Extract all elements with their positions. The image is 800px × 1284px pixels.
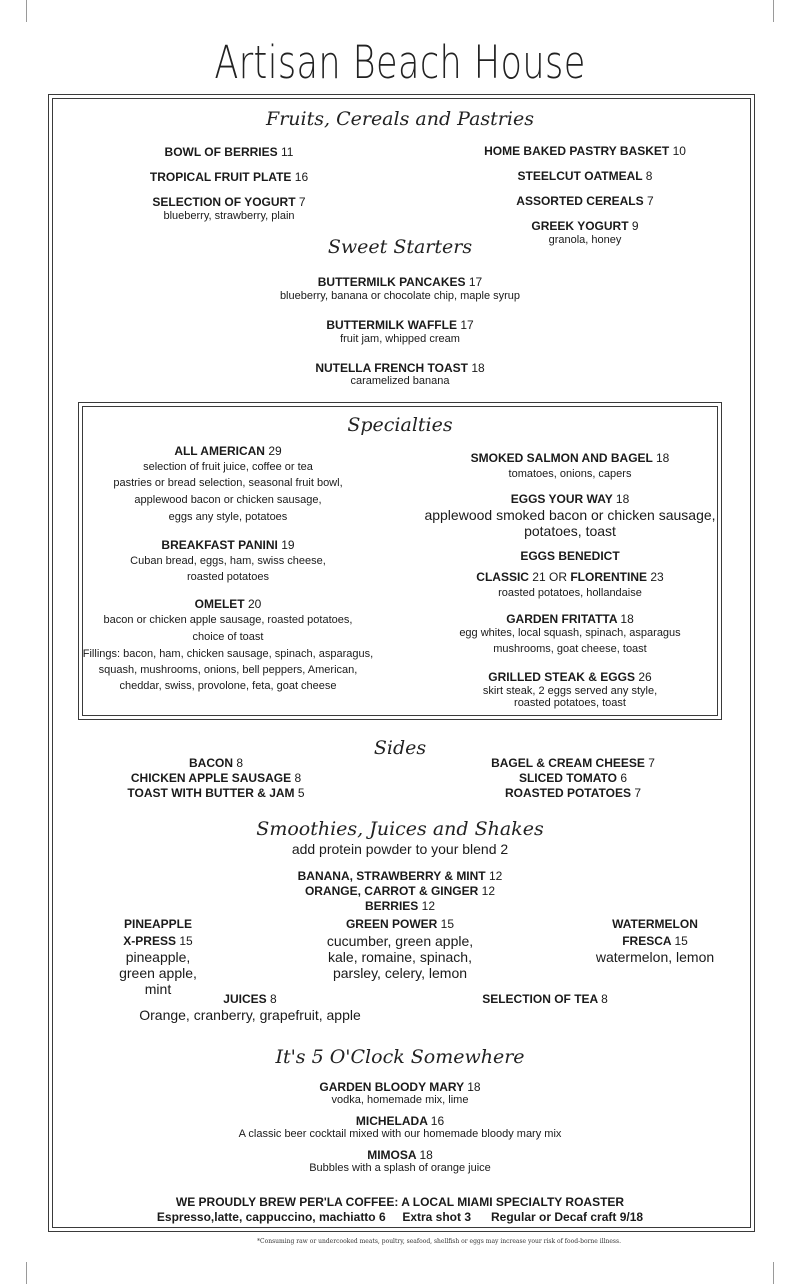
item-description: Cuban bread, eggs, ham, swiss cheese,	[130, 555, 326, 567]
crop-mark	[26, 1262, 27, 1284]
menu-item: ALL AMERICAN 29	[174, 444, 282, 458]
menu-item: NUTELLA FRENCH TOAST 18	[315, 361, 485, 375]
item-description: Orange, cranberry, grapefruit, apple	[139, 1007, 361, 1023]
item-description: mushrooms, goat cheese, toast	[493, 643, 647, 655]
menu-item: FRESCA 15	[622, 934, 688, 948]
menu-item: SLICED TOMATO 6	[518, 771, 628, 785]
item-description: granola, honey	[548, 234, 622, 246]
menu-item: ROASTED POTATOES 7	[504, 786, 642, 800]
sweet-starters-list	[200, 275, 600, 387]
item-description: selection of fruit juice, coffee or tea	[143, 461, 313, 473]
menu-item: BACON 8	[188, 756, 244, 770]
item-description: mint	[144, 981, 172, 997]
specialties-heading: Specialties	[347, 414, 453, 436]
menu-item: BUTTERMILK WAFFLE 17	[326, 318, 474, 332]
menu-item: STEELCUT OATMEAL 8	[517, 169, 653, 183]
menu-item: MICHELADA 16	[355, 1114, 445, 1128]
item-description: tomatoes, onions, capers	[508, 468, 632, 480]
item-description: bacon or chicken apple sausage, roasted potatoes,	[103, 614, 353, 626]
smoothies-heading: Smoothies, Juices and Shakes	[256, 818, 544, 840]
item-description: potatoes, toast	[524, 523, 616, 539]
item-description: squash, mushrooms, onions, bell peppers, American,	[98, 664, 358, 676]
restaurant-title: Artisan Beach House	[214, 36, 586, 89]
item-description: eggs any style, potatoes	[168, 511, 288, 523]
menu-item: TROPICAL FRUIT PLATE 16	[149, 170, 309, 184]
crop-mark	[26, 0, 27, 22]
menu-item: BAGEL & CREAM CHEESE 7	[491, 756, 655, 770]
menu-item: EGGS YOUR WAY 18	[510, 492, 630, 506]
smoothies-subheading: add protein powder to your blend 2	[291, 841, 509, 857]
crop-mark	[773, 1262, 774, 1284]
item-description: roasted potatoes	[187, 571, 269, 583]
menu-item: CLASSIC 21 OR FLORENTINE 23	[476, 570, 664, 584]
item-description: parsley, celery, lemon	[332, 965, 468, 981]
menu-item: SELECTION OF TEA 8	[482, 992, 608, 1006]
item-description: vodka, homemade mix, lime	[331, 1094, 469, 1106]
specialties-left-column	[80, 444, 376, 694]
menu-item: GREEK YOGURT 9	[531, 219, 639, 233]
menu-item: SMOKED SALMON AND BAGEL 18	[470, 451, 670, 465]
specialties-right-column	[420, 451, 720, 709]
pineapple-xpress	[100, 916, 216, 997]
sweet-starters-heading: Sweet Starters	[327, 236, 473, 258]
sides-left-column	[116, 756, 316, 801]
cocktails-heading: It's 5 O'Clock Somewhere	[275, 1046, 525, 1068]
item-description: blueberry, banana or chocolate chip, maple syrup	[279, 290, 521, 302]
item-description: cucumber, green apple,	[326, 933, 474, 949]
coffee-line-1: WE PROUDLY BREW PER'LA COFFEE: A LOCAL MIAMI SPECIALTY ROASTER	[175, 1195, 625, 1209]
sides-heading: Sides	[373, 737, 427, 759]
coffee-line-2: Espresso,latte, cappuccino, machiatto 6 Extra shot 3 Regular or Decaf craft 9/18	[156, 1210, 644, 1224]
item-description: Bubbles with a splash of orange juice	[309, 1162, 491, 1174]
menu-item: HOME BAKED PASTRY BASKET 10	[484, 144, 686, 158]
item-description: cheddar, swiss, provolone, feta, goat cheese	[119, 680, 337, 692]
menu-item: TOAST WITH BUTTER & JAM 5	[127, 786, 305, 800]
green-power	[300, 916, 500, 981]
item-description: green apple,	[119, 965, 197, 981]
selection-of-tea	[460, 992, 630, 1007]
menu-item: JUICES 8	[223, 992, 277, 1006]
fruits-right-column	[475, 144, 695, 246]
item-description: blueberry, strawberry, plain	[163, 210, 295, 222]
item-description: A classic beer cocktail mixed with our homemade bloody mary mix	[238, 1128, 562, 1140]
food-safety-footnote: *Consuming raw or undercooked meats, poultry, seafood, shellfish or eggs may increase your risk of food-borne illness.	[257, 1238, 621, 1245]
sides-right-column	[473, 756, 673, 801]
item-description: egg whites, local squash, spinach, asparagus	[459, 627, 681, 639]
menu-item: X-PRESS 15	[123, 934, 193, 948]
menu-item: PINEAPPLE	[123, 917, 192, 931]
menu-item: BANANA, STRAWBERRY & MINT 12	[297, 869, 503, 883]
item-description: pineapple,	[125, 949, 191, 965]
item-description: applewood bacon or chicken sausage,	[134, 494, 322, 506]
menu-item: SELECTION OF YOGURT 7	[152, 195, 306, 209]
item-description: skirt steak, 2 eggs served any style,	[482, 685, 658, 697]
menu-item: GARDEN FRITATTA 18	[506, 612, 634, 626]
menu-item: BREAKFAST PANINI 19	[161, 538, 295, 552]
crop-mark	[773, 0, 774, 22]
cocktails-list	[150, 1080, 650, 1174]
fruits-heading: Fruits, Cereals and Pastries	[266, 108, 534, 130]
item-description: roasted potatoes, toast	[514, 697, 626, 709]
menu-item: EGGS BENEDICT	[520, 549, 620, 563]
item-description: fruit jam, whipped cream	[340, 333, 460, 345]
fruits-left-column	[129, 145, 329, 222]
menu-item: WATERMELON	[612, 917, 698, 931]
item-description: watermelon, lemon	[595, 949, 715, 965]
item-description: roasted potatoes, hollandaise	[498, 587, 642, 599]
juices	[125, 992, 375, 1023]
menu-item: CHICKEN APPLE SAUSAGE 8	[130, 771, 302, 785]
watermelon-fresca	[585, 916, 725, 965]
menu-item: OMELET 20	[194, 597, 262, 611]
menu-item: BOWL OF BERRIES 11	[164, 145, 294, 159]
menu-item: GRILLED STEAK & EGGS 26	[488, 670, 652, 684]
item-description: Fillings: bacon, ham, chicken sausage, spinach, asparagus,	[82, 648, 374, 660]
menu-item: MIMOSA 18	[367, 1148, 433, 1162]
menu-item: ASSORTED CEREALS 7	[516, 194, 654, 208]
item-description: applewood smoked bacon or chicken sausage,	[424, 507, 716, 523]
item-description: kale, romaine, spinach,	[328, 949, 472, 965]
menu-item: GREEN POWER 15	[345, 917, 455, 931]
item-description: choice of toast	[192, 631, 264, 643]
smoothies-center-list	[250, 869, 550, 914]
menu-item: BERRIES 12	[364, 899, 436, 913]
coffee-note	[100, 1195, 700, 1225]
item-description: pastries or bread selection, seasonal fruit bowl,	[113, 477, 343, 489]
menu-item: GARDEN BLOODY MARY 18	[319, 1080, 481, 1094]
menu-item: BUTTERMILK PANCAKES 17	[317, 275, 483, 289]
menu-item: ORANGE, CARROT & GINGER 12	[304, 884, 496, 898]
smoothies-subheading-wrap	[200, 841, 600, 857]
item-description: caramelized banana	[350, 375, 450, 387]
